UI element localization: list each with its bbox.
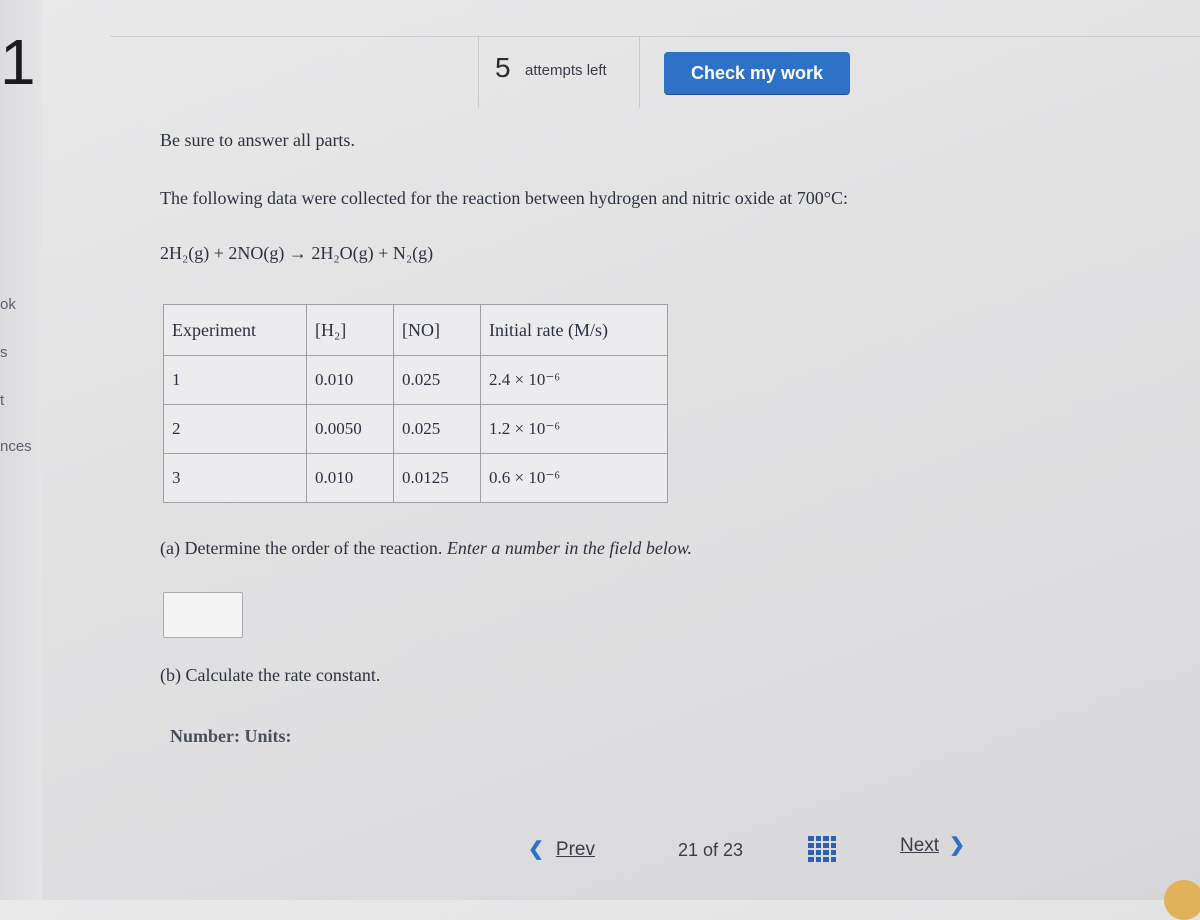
cell-no: 0.025 xyxy=(394,356,481,405)
cell-h2: 0.0050 xyxy=(307,405,394,454)
corner-orb xyxy=(1164,880,1200,920)
cell-rate: 1.2 × 10⁻⁶ xyxy=(481,405,668,454)
part-a-label: (a) Determine the order of the reaction. xyxy=(160,538,443,558)
cell-h2: 0.010 xyxy=(307,454,394,503)
instruction-text: Be sure to answer all parts. xyxy=(160,130,355,150)
cell-rate: 2.4 × 10⁻⁶ xyxy=(481,356,668,405)
part-a-question xyxy=(160,538,692,559)
cell-experiment: 3 xyxy=(164,454,307,503)
table-header-row xyxy=(164,305,668,356)
chevron-right-icon: ❯ xyxy=(949,835,965,856)
header-experiment: Experiment xyxy=(164,305,307,356)
attempts-indicator xyxy=(478,36,640,108)
sidebar-item-t[interactable]: t xyxy=(0,392,5,409)
part-b-question: (b) Calculate the rate constant. xyxy=(160,665,381,685)
attempts-count: 5 xyxy=(495,52,511,83)
cell-no: 0.025 xyxy=(394,405,481,454)
chevron-left-icon: ❮ xyxy=(528,839,544,860)
header-no: [NO] xyxy=(394,305,481,356)
header-divider xyxy=(110,36,1200,37)
header-rate: Initial rate (M/s) xyxy=(481,305,668,356)
header-h2: [H₂] xyxy=(307,305,394,356)
table-row xyxy=(164,454,668,503)
cell-h2: 0.010 xyxy=(307,356,394,405)
page-indicator: 21 of 23 xyxy=(678,840,744,860)
table-row xyxy=(164,356,668,405)
prev-label: Prev xyxy=(555,839,595,860)
attempts-label: attempts left xyxy=(525,62,607,79)
grid-icon[interactable] xyxy=(808,836,836,862)
next-label: Next xyxy=(900,835,940,856)
sidebar-item-s[interactable]: s xyxy=(0,344,8,361)
sidebar-item-ok[interactable]: ok xyxy=(0,296,16,313)
order-answer-input[interactable] xyxy=(163,592,243,638)
data-table xyxy=(163,304,668,503)
cell-no: 0.0125 xyxy=(394,454,481,503)
question-prompt: The following data were collected for the reaction between hydrogen and nitric oxide at 700°C: xyxy=(160,188,848,208)
cell-experiment: 1 xyxy=(164,356,307,405)
next-button[interactable] xyxy=(900,834,965,857)
prev-button[interactable] xyxy=(528,838,595,861)
cell-experiment: 2 xyxy=(164,405,307,454)
table-row xyxy=(164,405,668,454)
sidebar-item-nces[interactable]: nces xyxy=(0,438,32,455)
number-units-label: Number: Units: xyxy=(170,726,292,746)
reaction-equation: 2H₂(g) + 2NO(g) → 2H₂O(g) + N₂(g) xyxy=(160,243,434,263)
part-a-hint: Enter a number in the field below. xyxy=(446,538,692,558)
cell-rate: 0.6 × 10⁻⁶ xyxy=(481,454,668,503)
check-my-work-button[interactable]: Check my work xyxy=(664,52,850,94)
question-number: 1 xyxy=(0,26,36,98)
